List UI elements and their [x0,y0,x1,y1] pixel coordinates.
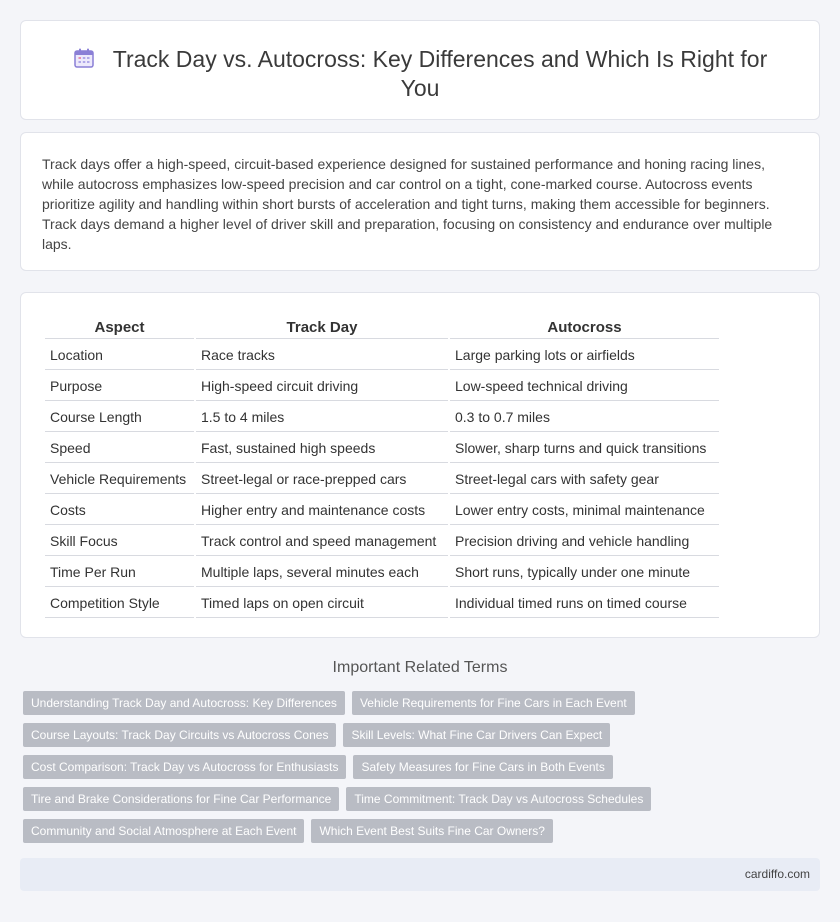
cell-autocross: Individual timed runs on timed course [450,589,719,618]
cell-autocross: 0.3 to 0.7 miles [450,403,719,432]
tag-row [23,787,823,811]
related-term-tag[interactable]: Tire and Brake Considerations for Fine Car Performance [23,787,339,811]
table-row [45,558,719,587]
table-row [45,434,719,463]
related-term-tag[interactable]: Cost Comparison: Track Day vs Autocross for Enthusiasts [23,755,346,779]
cell-aspect: Purpose [45,372,194,401]
table-row [45,496,719,525]
intro-paragraph: Track days offer a high-speed, circuit-based experience designed for sustained performance and honing racing lines, while autocross emphasizes low-speed precision and car control on a tight, cone-marked course. Autocross events prioritize agility and handling within short bursts of acceleration and tight turns, making them accessible for beginners. Track days demand a higher level of driver skill and preparation, focusing on consistency and endurance over multiple laps. [42,156,773,252]
table-row [45,341,719,370]
cell-autocross: Low-speed technical driving [450,372,719,401]
cell-track-day: Track control and speed management [196,527,448,556]
cell-track-day: Fast, sustained high speeds [196,434,448,463]
cell-aspect: Speed [45,434,194,463]
title-card [20,20,820,120]
related-term-tag[interactable]: Community and Social Atmosphere at Each Event [23,819,304,843]
cell-track-day: High-speed circuit driving [196,372,448,401]
cell-aspect: Time Per Run [45,558,194,587]
related-term-tag[interactable]: Which Event Best Suits Fine Car Owners? [311,819,552,843]
related-terms-title: Important Related Terms [332,659,508,676]
tag-row [23,723,823,747]
tag-row [23,819,823,843]
footer-site[interactable]: cardiffo.com [744,867,810,881]
table-row [45,527,719,556]
header-track-day: Track Day [196,317,448,339]
related-term-tag[interactable]: Time Commitment: Track Day vs Autocross Schedules [346,787,651,811]
cell-autocross: Street-legal cars with safety gear [450,465,719,494]
page-title: Track Day vs. Autocross: Key Differences and Which Is Right for You [112,46,768,101]
comparison-table [43,315,721,620]
comparison-card [20,292,820,638]
cell-aspect: Vehicle Requirements [45,465,194,494]
cell-track-day: Multiple laps, several minutes each [196,558,448,587]
cell-aspect: Course Length [45,403,194,432]
cell-autocross: Lower entry costs, minimal maintenance [450,496,719,525]
related-term-tag[interactable]: Skill Levels: What Fine Car Drivers Can Expect [343,723,610,747]
header-autocross: Autocross [450,317,719,339]
cell-autocross: Short runs, typically under one minute [450,558,719,587]
table-row [45,465,719,494]
tag-row [23,691,823,715]
related-term-tag[interactable]: Understanding Track Day and Autocross: Key Differences [23,691,345,715]
related-term-tag[interactable]: Vehicle Requirements for Fine Cars in Each Event [352,691,635,715]
cell-track-day: Street-legal or race-prepped cars [196,465,448,494]
related-term-tag[interactable]: Course Layouts: Track Day Circuits vs Autocross Cones [23,723,336,747]
cell-aspect: Location [45,341,194,370]
table-header-row [45,317,719,339]
tag-row [23,755,823,779]
related-terms-tags [23,691,823,851]
cell-aspect: Competition Style [45,589,194,618]
table-row [45,403,719,432]
cell-autocross: Precision driving and vehicle handling [450,527,719,556]
cell-track-day: Timed laps on open circuit [196,589,448,618]
cell-autocross: Slower, sharp turns and quick transitions [450,434,719,463]
header-aspect: Aspect [45,317,194,339]
footer [20,858,820,891]
related-term-tag[interactable]: Safety Measures for Fine Cars in Both Events [353,755,612,779]
cell-aspect: Costs [45,496,194,525]
cell-aspect: Skill Focus [45,527,194,556]
calendar-icon [73,47,95,69]
cell-autocross: Large parking lots or airfields [450,341,719,370]
cell-track-day: Race tracks [196,341,448,370]
cell-track-day: 1.5 to 4 miles [196,403,448,432]
page-title-wrap [21,45,819,103]
cell-track-day: Higher entry and maintenance costs [196,496,448,525]
table-row [45,589,719,618]
table-row [45,372,719,401]
intro-card [20,132,820,271]
